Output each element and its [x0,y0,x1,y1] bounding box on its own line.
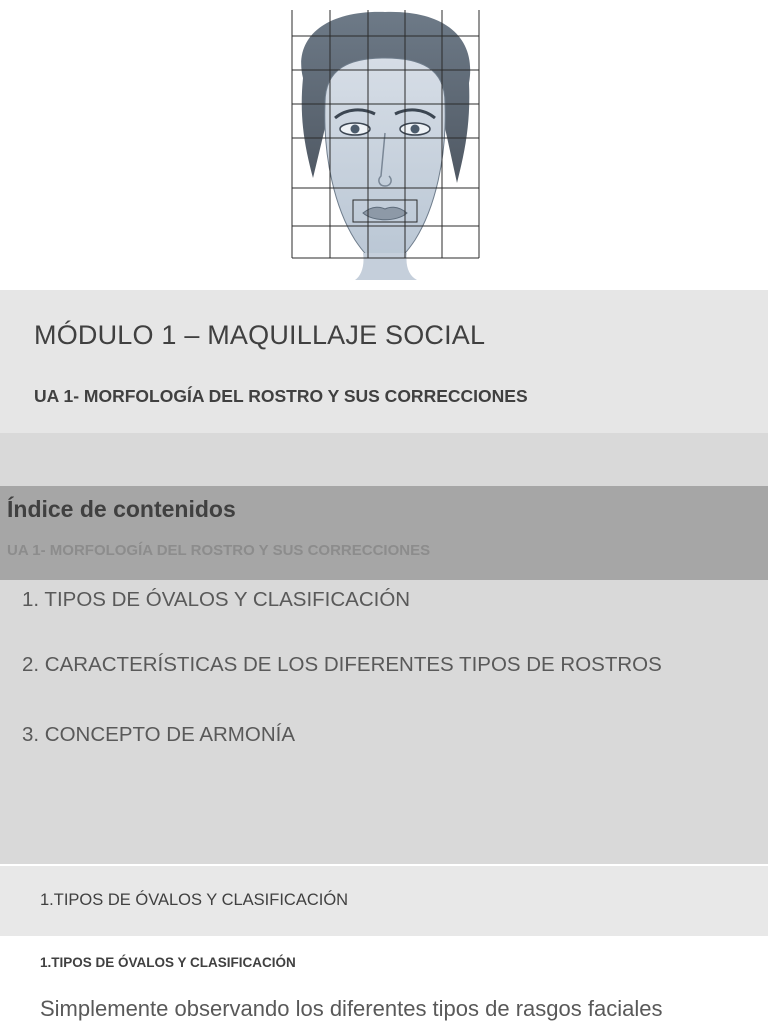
section-header-slide [0,866,768,936]
face-grid-illustration [285,8,485,280]
section-body-text: Simplemente observando los diferentes tipos de rasgos faciales [40,996,663,1021]
cover-slide [0,0,768,290]
section-content-heading: 1.TIPOS DE ÓVALOS Y CLASIFICACIÓN [40,955,296,970]
module-title-slide [0,290,768,433]
section-heading: 1.TIPOS DE ÓVALOS Y CLASIFICACIÓN [40,891,349,909]
index-header-band [0,486,768,580]
index-title: Índice de contenidos [7,496,236,522]
toc-item: 3. CONCEPTO DE ARMONÍA [22,723,296,746]
index-subtitle: UA 1- MORFOLOGÍA DEL ROSTRO Y SUS CORRECCIONES [7,542,431,559]
index-slide [0,433,768,864]
toc-item: 2. CARACTERÍSTICAS DE LOS DIFERENTES TIPOS DE ROSTROS [22,653,662,676]
module-subtitle: UA 1- MORFOLOGÍA DEL ROSTRO Y SUS CORRECCIONES [34,386,528,406]
section-content-slide [0,936,768,1024]
module-title: MÓDULO 1 – MAQUILLAJE SOCIAL [34,320,486,350]
toc-item: 1. TIPOS DE ÓVALOS Y CLASIFICACIÓN [22,588,411,611]
